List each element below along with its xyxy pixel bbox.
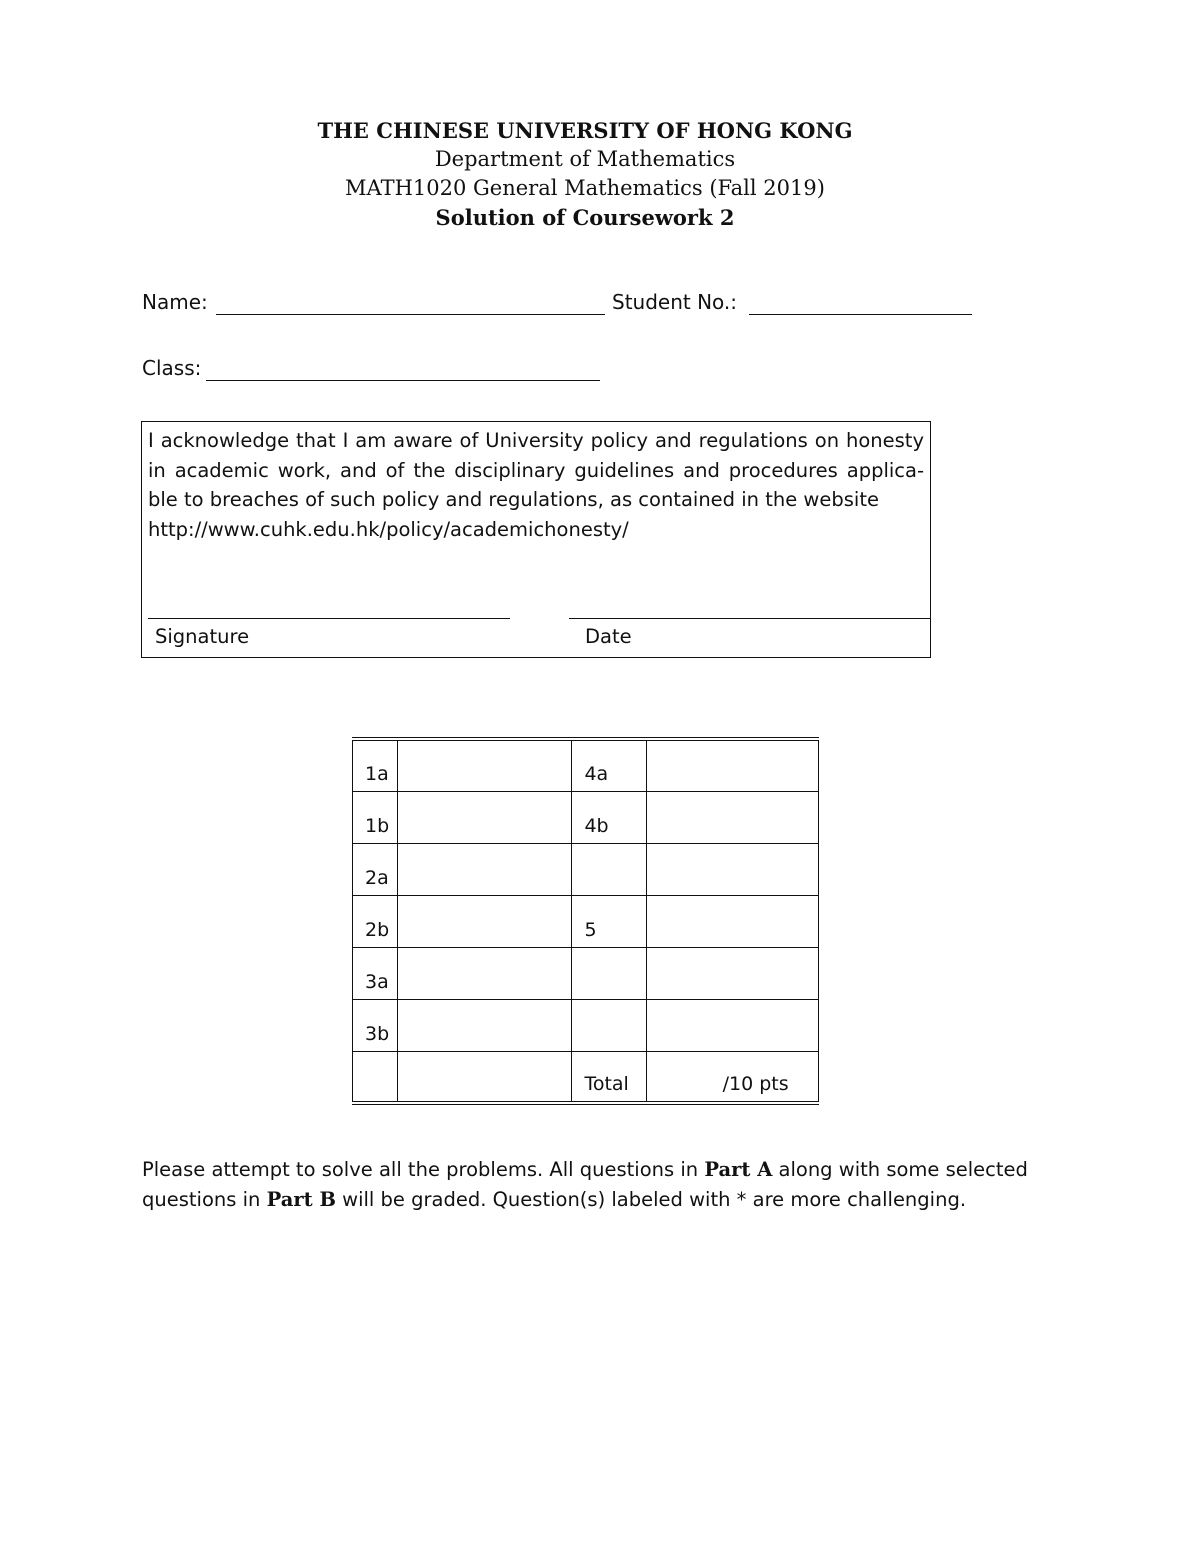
question-label: 2a <box>353 843 398 895</box>
score-cell[interactable] <box>398 947 572 999</box>
name-field[interactable] <box>216 314 605 315</box>
table-row <box>353 999 819 1051</box>
class-label: Class: <box>142 356 202 380</box>
score-cell[interactable] <box>398 739 572 791</box>
university-name: THE CHINESE UNIVERSITY OF HONG KONG <box>317 118 853 143</box>
table-row <box>353 843 819 895</box>
acknowledgement-text <box>148 426 924 544</box>
signature-line[interactable] <box>148 618 510 619</box>
score-table <box>352 737 819 1105</box>
question-label <box>572 843 646 895</box>
score-cell[interactable] <box>646 739 818 791</box>
student-no-label: Student No.: <box>612 290 738 314</box>
table-row <box>353 739 819 791</box>
part-a-label: Part A <box>704 1158 773 1181</box>
question-label: 1b <box>353 791 398 843</box>
course-title: MATH1020 General Mathematics (Fall 2019) <box>345 176 825 200</box>
score-cell[interactable] <box>398 791 572 843</box>
instructions-text-2: along with some selected questions in <box>142 1158 1028 1211</box>
question-label: 3a <box>353 947 398 999</box>
department-name: Department of Mathematics <box>434 147 736 171</box>
table-row <box>353 947 819 999</box>
score-cell[interactable] <box>646 947 818 999</box>
table-row <box>353 791 819 843</box>
date-line[interactable] <box>569 618 930 619</box>
score-cell[interactable]: /10 pts <box>646 1051 818 1103</box>
question-label: 4a <box>572 739 646 791</box>
question-label: 4b <box>572 791 646 843</box>
part-b-label: Part B <box>266 1187 336 1211</box>
acknowledgement-statement: I acknowledge that I am aware of University policy and regulations on honesty in academic work, and of the disciplinary guidelines and procedures applica-ble to breaches of such policy and regulations, as contained in the website <box>148 429 924 511</box>
question-label <box>572 999 646 1051</box>
instructions <box>142 1155 1062 1214</box>
student-no-field[interactable] <box>749 314 972 315</box>
instructions-text-3: will be graded. Question(s) labeled with * are more challenging. <box>335 1187 967 1211</box>
score-cell[interactable] <box>646 895 818 947</box>
score-cell[interactable] <box>398 1051 572 1103</box>
question-label <box>572 947 646 999</box>
document-header <box>0 116 1170 232</box>
score-cell[interactable] <box>398 843 572 895</box>
class-field[interactable] <box>206 380 600 381</box>
question-label: 1a <box>353 739 398 791</box>
table-row <box>353 1051 819 1103</box>
score-cell[interactable] <box>646 843 818 895</box>
table-row <box>353 895 819 947</box>
document-title: Solution of Coursework 2 <box>435 205 735 230</box>
policy-url[interactable]: http://www.cuhk.edu.hk/policy/academichonesty/ <box>148 517 629 541</box>
instructions-text-1: Please attempt to solve all the problems. All questions in <box>142 1158 705 1181</box>
name-label: Name: <box>142 290 208 314</box>
question-label: Total <box>572 1051 646 1103</box>
date-label: Date <box>585 625 632 648</box>
score-cell[interactable] <box>646 999 818 1051</box>
question-label: 3b <box>353 999 398 1051</box>
question-label <box>353 1051 398 1103</box>
question-label: 2b <box>353 895 398 947</box>
signature-label: Signature <box>155 625 250 648</box>
question-label: 5 <box>572 895 646 947</box>
score-cell[interactable] <box>398 895 572 947</box>
score-cell[interactable] <box>646 791 818 843</box>
score-cell[interactable] <box>398 999 572 1051</box>
acknowledgement-box <box>141 421 931 658</box>
